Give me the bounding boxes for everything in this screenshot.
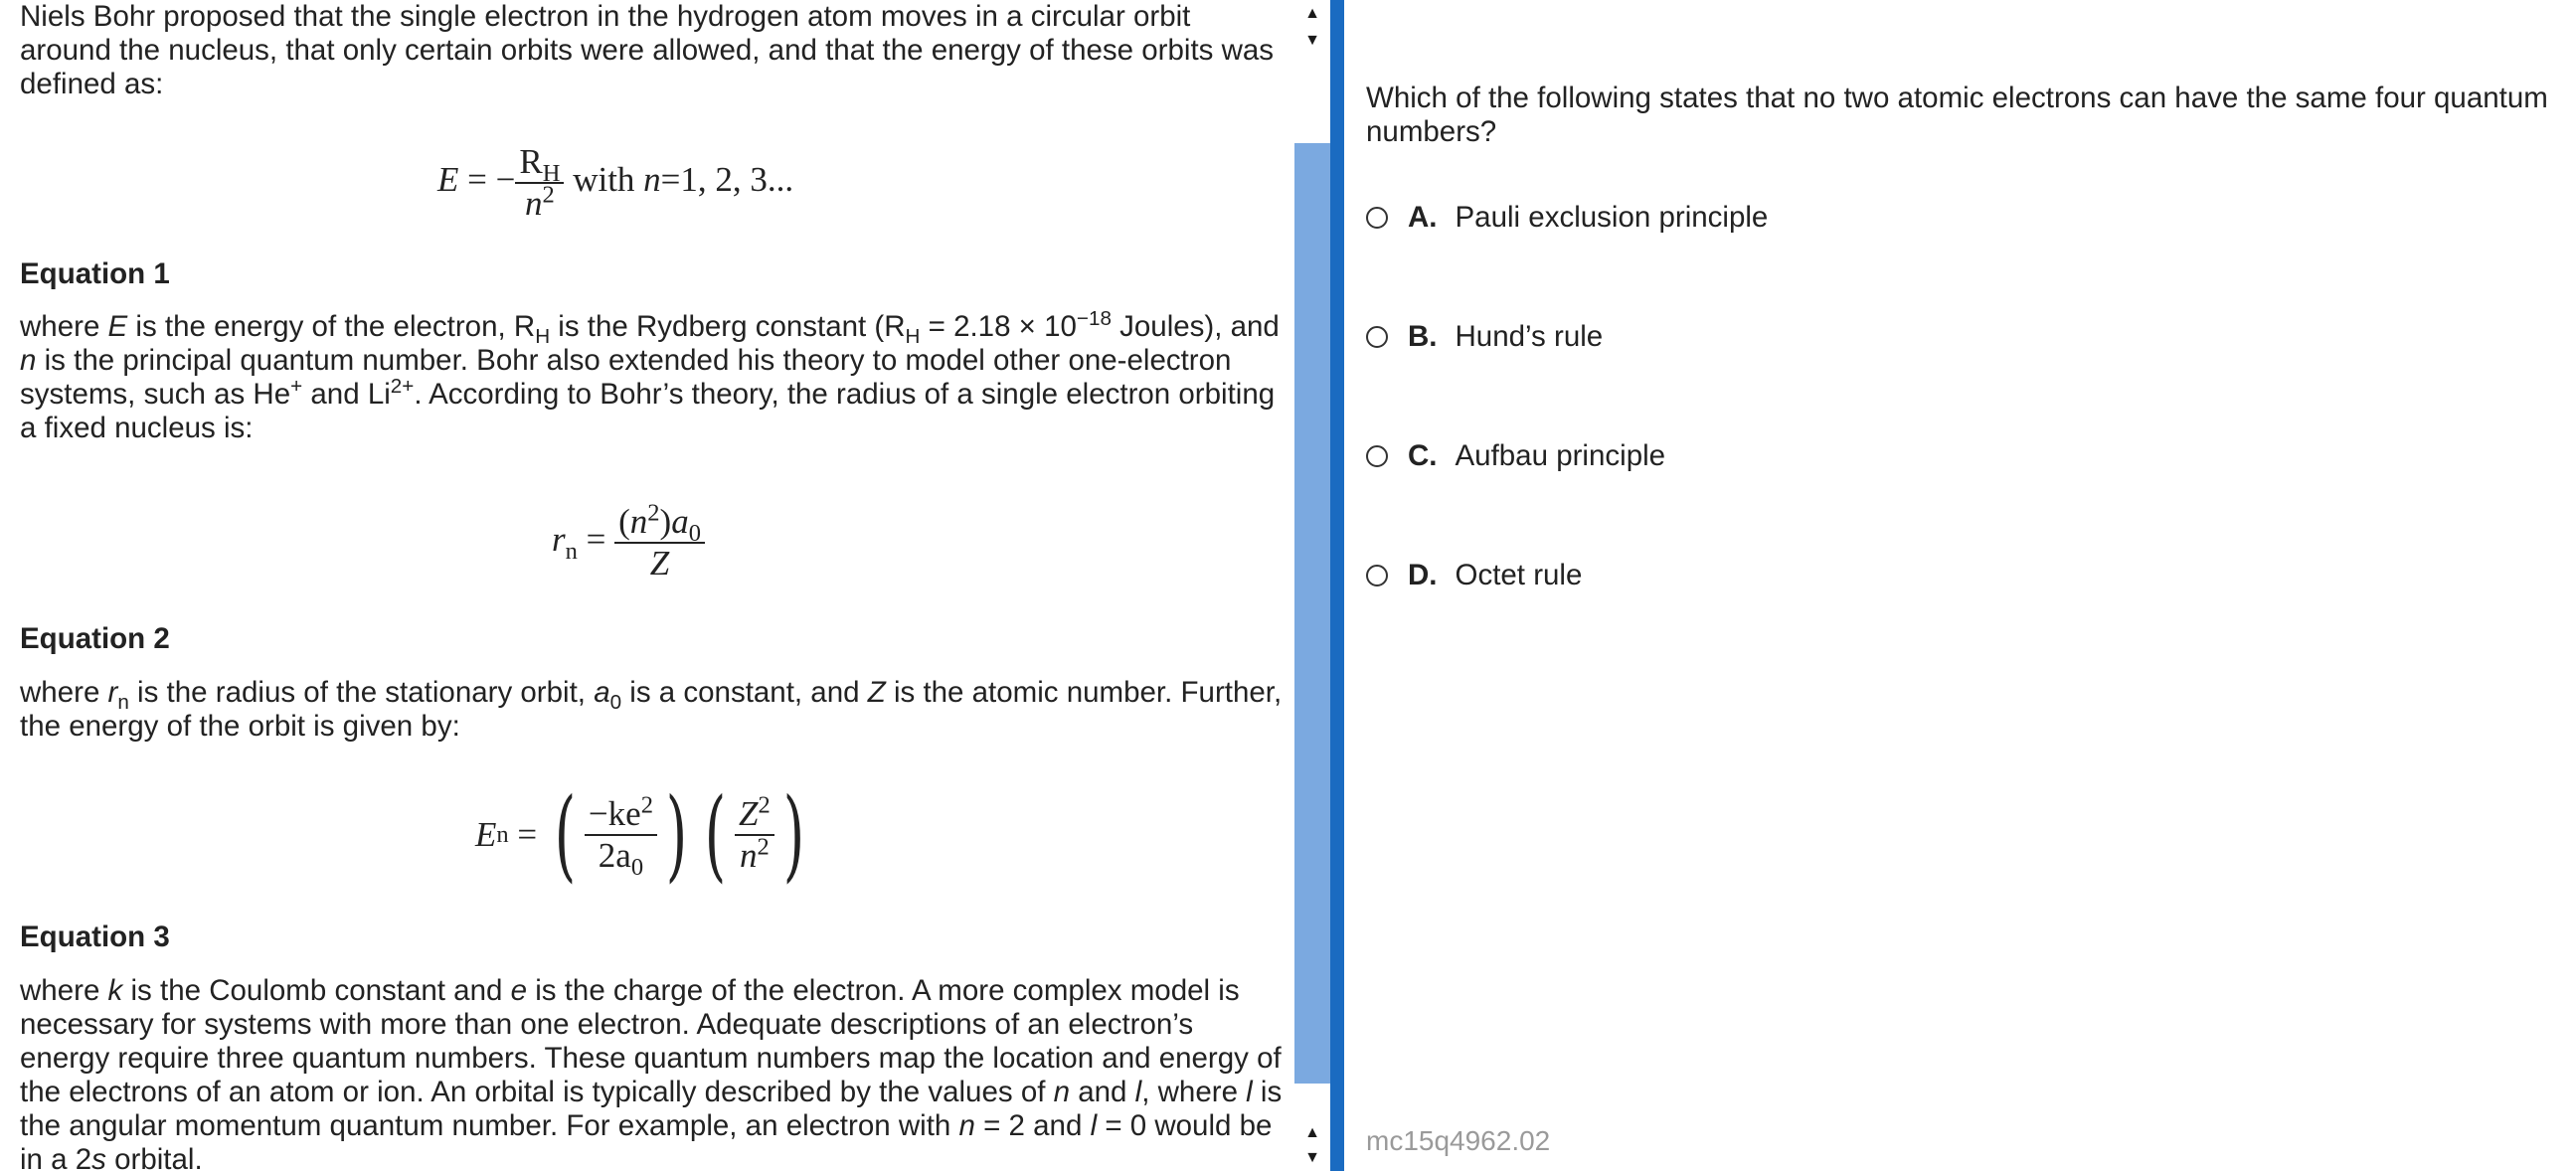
equation-1: E = − $\frac{R_H}{n^2}$ with n=1, 2, 3... <box>437 142 794 223</box>
radio-icon[interactable] <box>1366 207 1388 229</box>
choice-a[interactable] <box>1366 196 1768 240</box>
scroll-thumb-bottom[interactable] <box>1294 1084 1330 1119</box>
choice-letter: D. <box>1408 559 1438 591</box>
choice-letter: B. <box>1408 320 1438 353</box>
equation-2-label: Equation 2 <box>20 622 170 655</box>
equation-2: $r_n$ = $\frac{(n^2)a_0}{Z}$ <box>552 502 705 584</box>
choice-text: Hund’s rule <box>1455 320 1604 353</box>
choice-d[interactable] <box>1366 554 1582 597</box>
passage-intro: Niels Bohr proposed that the single electron in the hydrogen atom moves in a circular orbit around the nucleus, that only certain orbits were allowed, and that the energy of these orbits was defined as: <box>20 0 1275 100</box>
choice-text: Pauli exclusion principle <box>1455 201 1769 234</box>
scroll-thumb[interactable] <box>1294 54 1330 143</box>
choice-letter: C. <box>1408 439 1438 472</box>
choice-c[interactable] <box>1366 434 1665 478</box>
item-id: mc15q4962.02 <box>1366 1125 1551 1156</box>
choice-letter: A. <box>1408 201 1438 234</box>
question-stem: Which of the following states that no two atomic electrons can have the same four quantum numbers? <box>1366 82 2548 148</box>
question-pane <box>1344 0 2576 1171</box>
passage-paragraph-3: where $r_n$ is the radius of the stationary orbit, $a_0$ is a constant, and Z is the atomic number. Further, the energy of the orbit is given by: <box>20 676 1283 743</box>
pane-divider[interactable] <box>1330 0 1344 1171</box>
equation-3: E n = ( $\frac{-ke^2}{2a_0}$ ) ( $\frac{Z^2}{n^2}$ ) <box>475 776 804 893</box>
passage-paragraph-4: where k is the Coulomb constant and e is the charge of the electron. A more complex model is necessary for systems with more than one electron. Adequate descriptions of an electron’s energy require three quantum numbers. These quantum numbers map the location and energy of the electrons of an atom or ion. An orbital is typically described by the values of n and l, where l is the angular momentum quantum number. For example, an electron with n = 2 and l = 0 would be in a 2s orbital. <box>20 974 1283 1171</box>
choice-b[interactable] <box>1366 315 1603 359</box>
radio-icon[interactable] <box>1366 326 1388 348</box>
passage-paragraph-2: where E is the energy of the electron, $R_H$ is the Rydberg constant ($R_H = 2.18 \times 10^{-18}$ Joules), and n is the principal quantum number. Bohr also extended his theory to model other one-electron systems, such as He+ and $Li^{2+}$. According to Bohr’s theory, the radius of a single electron orbiting a fixed nucleus is: <box>20 307 1280 444</box>
passage-scrollbar[interactable] <box>1294 0 1330 1171</box>
radio-icon[interactable] <box>1366 445 1388 467</box>
equation-1-label: Equation 1 <box>20 257 170 290</box>
scroll-up-icon[interactable]: ▲ <box>1294 0 1330 27</box>
choice-text: Aufbau principle <box>1455 439 1666 472</box>
scroll-down-icon-bottom[interactable]: ▼ <box>1294 1145 1330 1171</box>
scroll-down-icon[interactable]: ▼ <box>1294 27 1330 54</box>
radio-icon[interactable] <box>1366 565 1388 586</box>
choice-text: Octet rule <box>1455 559 1583 591</box>
equation-3-label: Equation 3 <box>20 920 170 953</box>
scroll-up-icon-bottom[interactable]: ▲ <box>1294 1119 1330 1146</box>
